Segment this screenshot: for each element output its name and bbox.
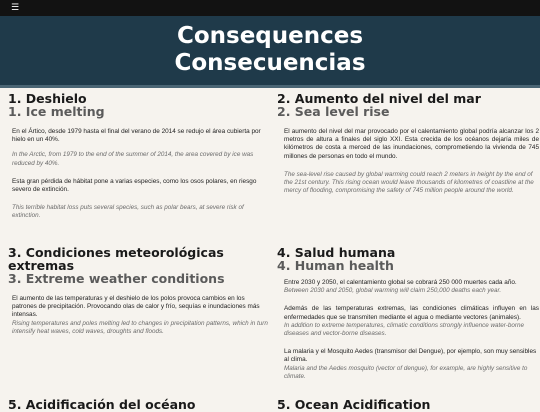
paragraph-spanish: Además de las temperaturas extremas, las condiciones climáticas influyen en las enfermedades que se transmiten mediante el agua o mediante vectores (animales). — [284, 305, 539, 321]
paragraph-spanish: El aumento del nivel del mar provocado por el calentamiento global podría alcanzar los 2 metros de altura a finales del siglo XXI. Esta crecida de los océanos dejaría miles de kilómetros de costa a merced de las inundaciones, comprometiendo la vivienda de 745 millones de personas en todo el mundo. — [284, 128, 539, 160]
section-heading-spanish: 1. Deshielo — [8, 91, 87, 106]
paragraph-english: This terrible habitat loss puts several species, such as polar bears, at severe risk of extinction. — [12, 204, 244, 220]
section-extreme-weather — [8, 246, 270, 336]
paragraph-spanish: Esta gran pérdida de hábitat pone a varias especies, como los osos polares, en riesgo severo de extinción. — [12, 177, 257, 194]
paragraph-english: In the Arctic, from 1979 to the end of the summer of 2014, the area covered by ice was reduced by 40%. — [12, 151, 254, 167]
top-bar — [0, 0, 540, 16]
section-heading-english: 4. Human health — [277, 258, 394, 273]
paragraph-spanish: El aumento de las temperaturas y el deshielo de los polos provoca cambios en los patrones de precipitación. Provocando olas de calor y frío, sequías e inundaciones más intensas. — [12, 295, 260, 319]
paragraph-spanish: La malaria y el Mosquito Aedes (transmisor del Dengue), por ejemplo, son muy sensibles al clima. — [284, 348, 537, 364]
paragraph-english: In addition to extreme temperatures, climatic conditions strongly influence water-borne diseases and vector-borne diseases. — [284, 321, 524, 338]
section-heading-spanish: 3. Condiciones meteorológicas extremas — [8, 245, 224, 273]
section-heading-cutoff: 5. Acidificación del océano — [8, 397, 196, 412]
section-heading-spanish: 2. Aumento del nivel del mar — [277, 91, 481, 106]
paragraph-spanish: En el Ártico, desde 1979 hasta el final del verano de 2014 se redujo el área cubierta por hielo en un 40%. — [12, 128, 261, 144]
paragraph-spanish: Entre 2030 y 2050, el calentamiento global se cobrará 250 000 muertes cada año. — [284, 279, 517, 286]
section-heading-english: 1. Ice melting — [8, 104, 105, 119]
paragraph-english: The sea-level rise caused by global warming could reach 2 meters in height by the end of the 21st century. This rising ocean would leave thousands of kilometres of coastline at the mercy of flooding, compromising the safety of 745 million people around the world. — [284, 170, 534, 195]
section-heading-english: 2. Sea level rise — [277, 104, 390, 119]
paragraph-english: Rising temperatures and poles melting led to changes in precipitation patterns, which in turn intensify heat waves, cold waves, droughts and floods. — [12, 319, 268, 335]
section-sea-level-rise — [277, 92, 539, 195]
page-banner — [0, 16, 540, 88]
section-heading-cutoff: 5. Ocean Acidification — [277, 397, 431, 412]
section-heading-english: 3. Extreme weather conditions — [8, 271, 225, 286]
paragraph-english: Between 2030 and 2050, global warming will claim 250,000 deaths each year. — [284, 287, 502, 295]
paragraph-english: Malaria and the Aedes mosquito (vector of dengue), for example, are highly sensitive to climate. — [284, 364, 528, 380]
section-ice-melting — [8, 92, 270, 221]
page-title-english: Consequences — [176, 23, 364, 49]
section-heading-spanish: 4. Salud humana — [277, 245, 396, 260]
section-human-health — [277, 246, 539, 381]
hamburger-menu-icon[interactable]: ☰ — [11, 3, 20, 13]
page-title-spanish: Consecuencias — [174, 50, 366, 76]
